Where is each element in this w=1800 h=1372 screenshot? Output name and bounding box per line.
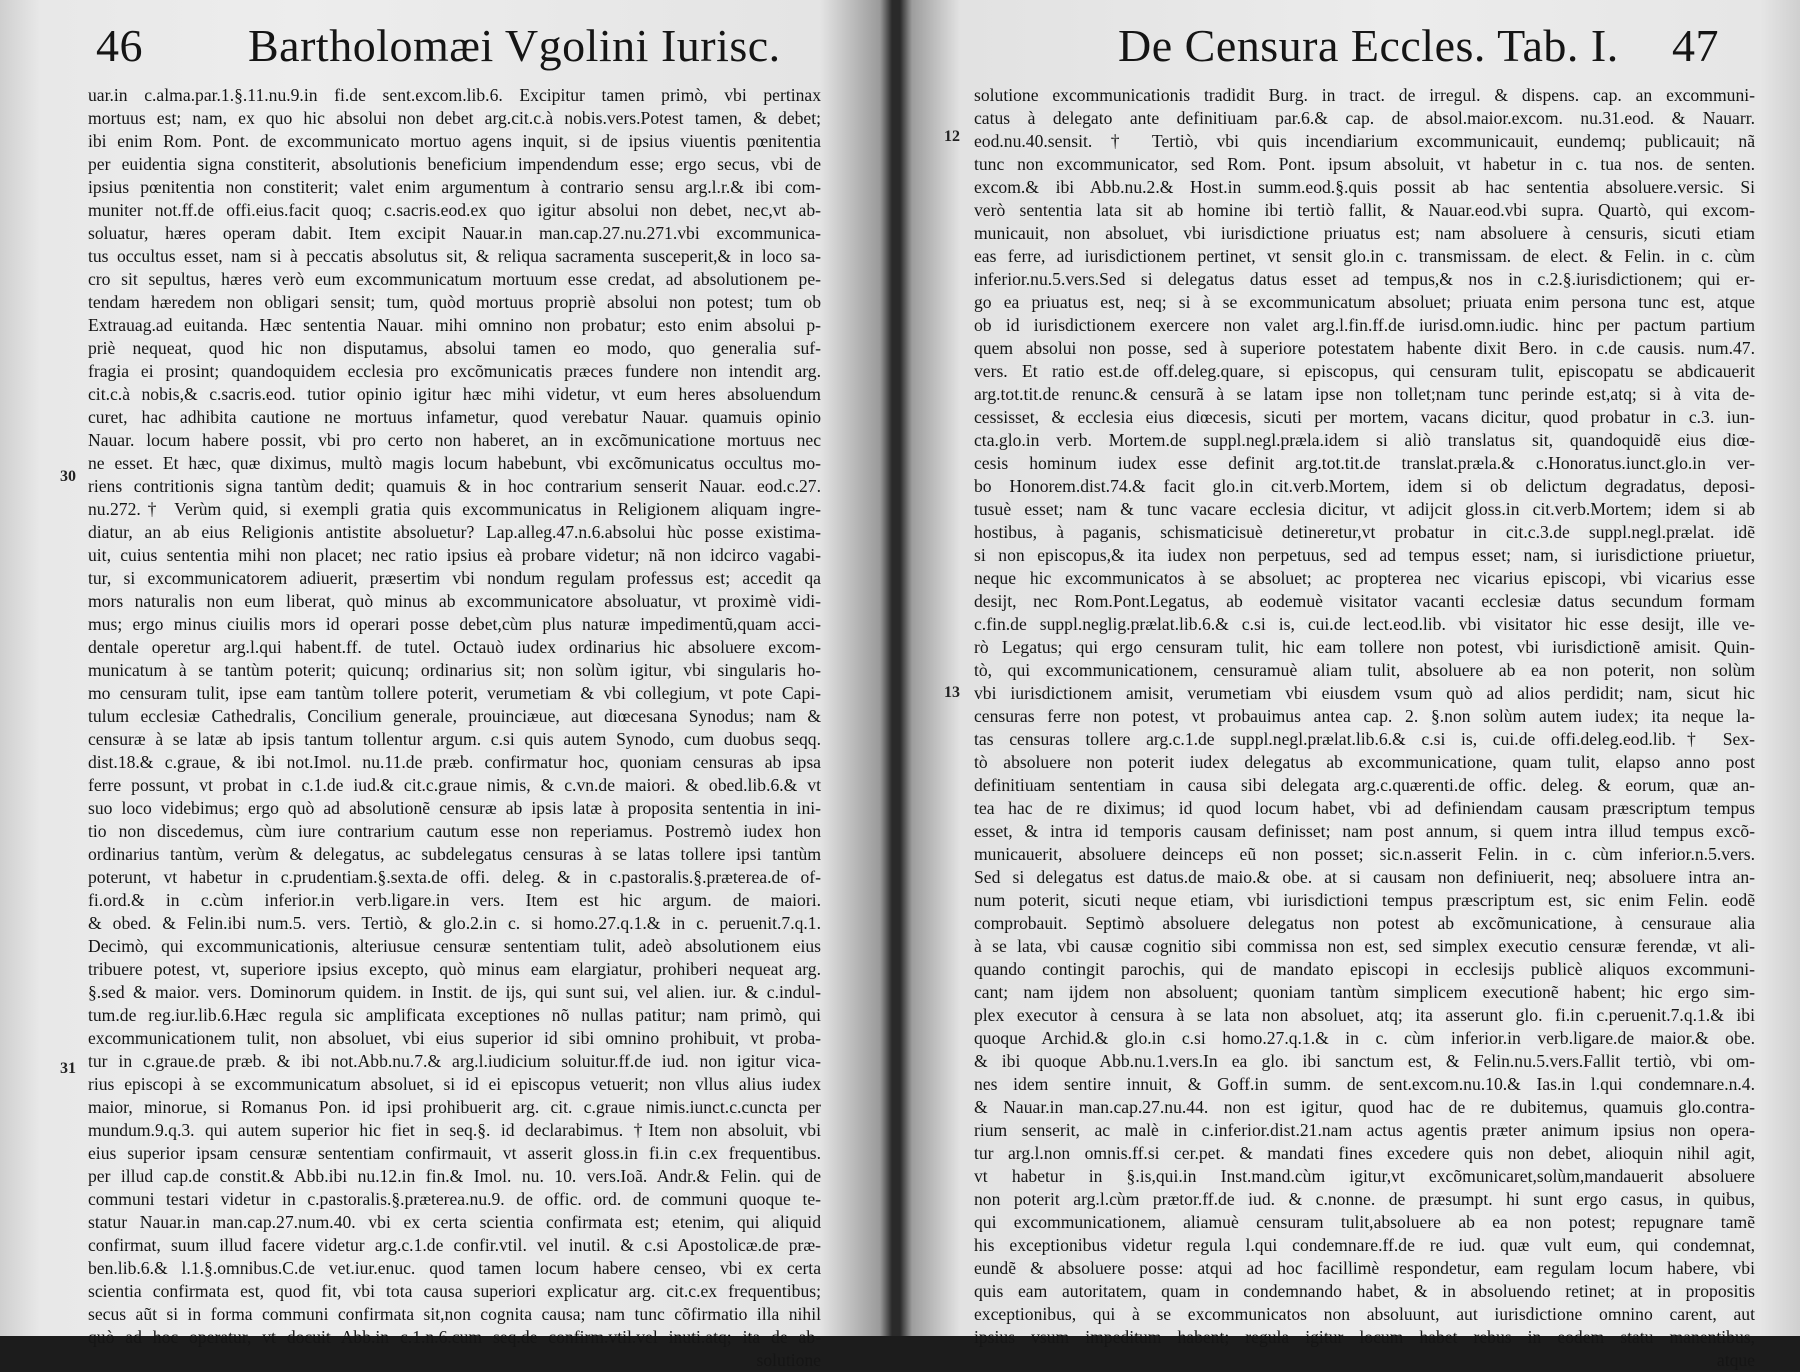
text-line: excom.& ibi Abb.nu.2.& Host.in summ.eod.§.quis possit ab hac sententia absoluere.versic. Si bbox=[974, 177, 1755, 197]
text-line: ipsius pœnitentia non constiterit; valet enim argumentum à contrario sensu arg.l.r.& ibi com- bbox=[88, 177, 821, 197]
text-line: vbi iurisdictionem amisit, verumetiam vbi eiusdem vsum quò ad alios perdidit; nam, sicut hic bbox=[974, 683, 1755, 703]
text-line: comprobauit. Septimò absoluere delegatus non potest ab excõmunicatione, à censuraue alia bbox=[974, 913, 1755, 933]
text-line: Sed si delegatus est datus.de maio.& obe. at si causam non definiuerit, neq; absoluere intra an- bbox=[974, 867, 1755, 887]
text-line: mortuus est; nam, ex quo hic absolui non debet arg.cit.c.à nobis.vers.Potest tamen, & debet; bbox=[88, 108, 821, 128]
text-line: mundum.9.q.3. qui autem superior hic fiet in seq.§. id declarabimus. †Item non absoluit, vbi bbox=[88, 1120, 821, 1140]
text-line: priè nequeat, quod hic non disputamus, absolui tamen eo modo, quo generalia suf- bbox=[88, 338, 821, 358]
running-title: De Censura Eccles. Tab. I. bbox=[1118, 20, 1619, 71]
text-line: per illud cap.de constit.& Abb.ibi nu.12.in fin.& Imol. nu. 10. vers.Ioã. Andr.& Felin. qui de bbox=[88, 1166, 821, 1186]
text-line: exceptionibus, qui à se excommunicatos non absoluunt, aut iurisdictione omnino carent, aut bbox=[974, 1304, 1755, 1324]
text-line: uit, cuius sententia mihi non placet; nec ratio ipsius eà probare videtur; nã non idcirco vagabi- bbox=[88, 545, 821, 565]
text-line: à se lata, vbi causæ cognitio sibi commissa non est, sed simplex executio censuræ ferendæ, vt ali- bbox=[974, 936, 1755, 956]
text-line: vt habetur in §.is,qui.in Inst.mand.cùm igitur,vt excõmunicaret,solùm,mandauerit absoluere bbox=[974, 1166, 1755, 1186]
text-line: tribuere potest, vt, superiore ipsius excepto, quò minus eam elargiatur, prohiberi nequeat arg. bbox=[88, 959, 821, 979]
text-line: scientia confirmata est, quod fit, vbi tota causa superiori explicatur arg. cit.c.ex frequentibus; bbox=[88, 1281, 821, 1301]
text-line: cro sit sepultus, hæres verò eum excommunicatum mortuum esse credat, ad absolutionem pe- bbox=[88, 269, 821, 289]
text-line: cessisset, & ecclesia eius diœcesis, sicuti per mortem, vacans dicitur, quod probatur in c.3. iun- bbox=[974, 407, 1755, 427]
text-line: fi.ord.& in c.cùm inferior.in verb.ligare.in vers. Item est hic argum. de maiori. bbox=[88, 890, 821, 910]
text-line: cant; nam ijdem non absoluent; quoniam tantùm simplicem executionẽ habent; hic ergo sim- bbox=[974, 982, 1755, 1002]
text-line: ob id iurisdictionem exercere non valet arg.l.fin.ff.de iurisd.omn.iudic. hinc per pactum partium bbox=[974, 315, 1755, 335]
text-line: tur, si excommunicatorem adiuerit, præsertim vbi nondum regulam professus est; accedit qa bbox=[88, 568, 821, 588]
text-line: tò absoluere non poterit iudex delegatus ab excommunicatione, quam tulit, elapso anno post bbox=[974, 752, 1755, 772]
text-line: inferior.nu.5.vers.Sed si delegatus datus esset ad tempus,& nos in c.2.§.iurisdictionem; qui er- bbox=[974, 269, 1755, 289]
text-line: rius episcopi à se excommunicatum absoluet, si id ei episcopus vetuerit; non vllus alius iudex bbox=[88, 1074, 821, 1094]
text-line: eod.nu.40.sensit. † Tertiò, vbi quis incendiarium excommunicauit, eundemq; publicauit; nã bbox=[974, 131, 1755, 151]
text-line: eundẽ & absoluere posse: atqui ad hoc facillimè respondetur, eam regulam locum habere, vbi bbox=[974, 1258, 1755, 1278]
text-line: tusuè esset; nam & tunc vacare ecclesia dicitur, vt adijcit gloss.in cit.verb.Mortem; idem si ab bbox=[974, 499, 1755, 519]
text-line: bo Honorem.dist.74.& facit glo.in cit.verb.Mortem, idem si ob delictum degradatus, deposi- bbox=[974, 476, 1755, 496]
text-line: ordinarius tantùm, verùm & delegatus, ac subdelegatus censuras à se latas tollere ipsi tantùm bbox=[88, 844, 821, 864]
text-line: hostibus, à paganis, schismaticisuè detineretur,vt probatur in cit.c.3.de suppl.negl.prælat. idẽ bbox=[974, 522, 1755, 542]
text-line: solutione bbox=[756, 1350, 821, 1370]
text-line: eas ferre, ad iurisdictionem pertinet, vt sensit glo.in c. transmissam. de elect. & Felin. in c. cùm bbox=[974, 246, 1755, 266]
left-page bbox=[0, 0, 884, 1370]
text-line: poterunt, vt habetur in c.prudentiam.§.sexta.de offi. deleg. & in c.pastoralis.§.præterea.de of- bbox=[88, 867, 821, 887]
text-line: diatur, an ab eius Religionis antistite absoluetur? Lap.alleg.47.n.6.absolui hùc posse existima- bbox=[88, 522, 821, 542]
text-line: rium senserit, ac malè in c.inferior.dist.21.nam actus agentis præter animum ipsius non opera- bbox=[974, 1120, 1755, 1140]
text-line: mo censuram tulit, ipse eam tantùm tollere poterit, verumetiam & vbi collegium, vt pote Capi- bbox=[88, 683, 821, 703]
text-line: non poterit arg.l.cùm prætor.ff.de iud. & c.nonne. de præsumpt. hi sunt ergo casus, in quibus, bbox=[974, 1189, 1755, 1209]
text-line: tunc non excommunicator, sed Rom. Pont. ipsum absoluit, vt habetur in c. tua nos. de senten. bbox=[974, 154, 1755, 174]
text-line: cta.glo.in verb. Mortem.de suppl.negl.præla.idem si aliò translatus sit, quandoquidẽ eius diœ- bbox=[974, 430, 1755, 450]
margin-number: 12 bbox=[944, 128, 960, 145]
text-line: municatum à se tantùm poterit; quicunq; ordinarius sit; non solùm igitur, vbi singularis ho- bbox=[88, 660, 821, 680]
text-line: communi testari videtur in c.pastoralis.§.præterea.nu.9. de offic. ord. de communi quoque te- bbox=[88, 1189, 821, 1209]
page-number: 47 bbox=[1672, 20, 1719, 71]
text-line: tur in c.graue.de præb. & ibi not.Abb.nu.7.& arg.l.iudicium soluitur.ff.de iud. non igitur vica- bbox=[88, 1051, 821, 1071]
body-text bbox=[974, 84, 1755, 1372]
text-line: neque hic excommunicatos à se absoluet; ac propterea nec vicarius episcopi, vbi vicarius esse bbox=[974, 568, 1755, 588]
text-line: solutione excommunicationis tradidit Burg. in tract. de irregul. & dispens. cap. an excommuni- bbox=[974, 85, 1755, 105]
text-line: si non episcopus,& ita iudex non perpetuus, sed ad tempus esset; nam, si iurisdictione priuetur, bbox=[974, 545, 1755, 565]
text-line: ipsius vsum impeditum habent; regula igitur locum habet rebus in eodem statu manentibus, bbox=[974, 1327, 1755, 1347]
text-line: tò, qui excommunicationem, censuramuè aliam tulit, absoluere ab ea non poterit, non solùm bbox=[974, 660, 1755, 680]
text-line: ferre possunt, vt probat in c.1.de iud.& cit.c.graue nimis, & c.vn.de maiori. & obed.lib.6.& vt bbox=[88, 775, 821, 795]
text-line: municauit, non absoluet, vbi iurisdictione priuatus est; nam absoluere à censuris, sicuti etiam bbox=[974, 223, 1755, 243]
text-line: num poterit, sicuti neque etiam, vbi iurisdictioni tempus præscriptum est, sic enim Felin. eodẽ bbox=[974, 890, 1755, 910]
text-line: secus aũt si in forma communi confirmata sit,non cognita causa; nam tunc cõfirmatio illa nihil bbox=[88, 1304, 821, 1324]
margin-number: 30 bbox=[60, 468, 76, 485]
text-line: mors naturalis non eum liberat, quò minus ab excommunicatore absoluatur, vt proximè vidi- bbox=[88, 591, 821, 611]
text-line: tulum ecclesiæ Cathedralis, Concilium generale, prouinciæue, aut diœcesana Synodus; nam & bbox=[88, 706, 821, 726]
text-line: excommunicationem tulit, non absoluet, vbi eius superior id sibi omnino prohibuit, vt proba- bbox=[88, 1028, 821, 1048]
text-line: tas censuras tollere arg.c.1.de suppl.negl.prælat.lib.6.& c.si is, cui.de offi.deleg.eod.lib.† Sex- bbox=[974, 729, 1755, 749]
text-line: mus; ergo minus ciuilis mors id operari posse debet,cùm plus naturæ impedimentũ,quam acci- bbox=[88, 614, 821, 634]
text-line: esset, & intra id temporis causam definisset; nam post annum, si quem intra illud tempus excõ- bbox=[974, 821, 1755, 841]
text-line: per euidentia signa constiterit, absolutionis beneficium impendendum esse; ergo secus, vbi de bbox=[88, 154, 821, 174]
body-text bbox=[88, 84, 821, 1372]
text-line: ibi enim Rom. Pont. de excommunicato mortuo agens inquit, si de ipsius viuentis pœnitentia bbox=[88, 131, 821, 151]
text-line: statur Nauar.in man.cap.27.num.40. vbi ex certa scientia confirmata est; etenim, qui aliquid bbox=[88, 1212, 821, 1232]
text-line: curet, hac adhibita cautione ne mortuus infametur, quod verebatur Nauar. quamuis opinio bbox=[88, 407, 821, 427]
text-line: fragia ei prosint; quandoquidem ecclesia pro excõmunicatis præces fundere non intendit arg. bbox=[88, 361, 821, 381]
text-line: tur arg.l.non omnis.ff.si cer.pet. & mandati fines excedere quis non debet, alioquin nihil agit, bbox=[974, 1143, 1755, 1163]
text-line: & Nauar.in man.cap.27.nu.44. non est igitur, quod hac de re dubitemus, quamuis glo.contra- bbox=[974, 1097, 1755, 1117]
text-line: soluatur, hæres operam dabit. Item excipit Nauar.in man.cap.27.nu.271.vbi excommunica- bbox=[88, 223, 821, 243]
text-line: uar.in c.alma.par.1.§.11.nu.9.in fi.de sent.excom.lib.6. Excipitur tamen primò, vbi pertinax bbox=[88, 85, 821, 105]
text-line: atque bbox=[1716, 1350, 1755, 1370]
text-line: desijt, nec Rom.Pont.Legatus, ab eodemuè visitator vacanti ecclesiæ datus secundum formam bbox=[974, 591, 1755, 611]
text-line: cit.c.à nobis,& c.sacris.eod. tutior opinio igitur hæc mihi videtur, vt eum heres absoluendum bbox=[88, 384, 821, 404]
text-line: tus occultus esset, nam si à peccatis absolutus sit, & reliqua sacramenta susceperit,& in loco sa- bbox=[88, 246, 821, 266]
text-line: eius superior ipsam censuræ sententiam confirmauit, vt asserit gloss.in fi.in c.ex frequentibus. bbox=[88, 1143, 821, 1163]
margin-number: 31 bbox=[60, 1060, 76, 1077]
text-line: cesis hominum iudex esse definit arg.tot.tit.de translat.præla.& c.Honoratus.iunct.glo.in ver- bbox=[974, 453, 1755, 473]
right-page bbox=[912, 0, 1800, 1370]
text-line: definitiuam sententiam in causa sibi delegata arg.c.quærenti.de offic. deleg. & eorum, quæ an- bbox=[974, 775, 1755, 795]
text-line: dentale operetur arg.l.qui habent.ff. de tutel. Octauò iudex ordinarius hic absoluere excom- bbox=[88, 637, 821, 657]
text-line: quoque Archid.& glo.in c.si homo.27.q.1.& in c. cùm inferior.in verb.ligare.de maior.& obe. bbox=[974, 1028, 1755, 1048]
text-line: quando contingit parochis, qui de mandato episcopi in ecclesijs publicè aliquos excommuni- bbox=[974, 959, 1755, 979]
text-line: quò ad hoc operatur, vt docuit Abb.in c.1.n.6.cum seq.de confirm.vtil.vel inuti.atq; ita de ab- bbox=[88, 1327, 821, 1347]
text-line: suo loco videbimus; ergo quò ad absolutionẽ censuræ ab ipsis latæ à proposita sententia in ini- bbox=[88, 798, 821, 818]
text-line: riens contritionis signa tantùm dedit; quamuis & in hoc contrarium senserit Nauar. eod.c.27. bbox=[88, 476, 821, 496]
page-number: 46 bbox=[96, 20, 143, 71]
text-line: qui excommunicationem, aliamuè censuram tulit,absoluere ab ea non potest; repugnare tamẽ bbox=[974, 1212, 1755, 1232]
text-line: tendam hæredem non obligari sensit; tum, quòd mortuus propriè absolui non potest; tum ob bbox=[88, 292, 821, 312]
running-title: Bartholomæi Vgolini Iurisc. bbox=[248, 20, 781, 71]
text-line: nes idem sentire innuit, & Goff.in summ. de sent.excom.nu.10.& Ias.in l.qui condemnare.n.4. bbox=[974, 1074, 1755, 1094]
text-line: tea hac de re diximus; id quod locum habet, vbi ad definiendam causam præscriptum tempus bbox=[974, 798, 1755, 818]
text-line: ne esset. Et hæc, quæ diximus, multò magis locum habebunt, vbi excõmunicatus occultus mo- bbox=[88, 453, 821, 473]
text-line: muniter not.ff.de offi.eius.facit quoq; c.sacris.eod.ex quo igitur absolui non debet, nec,vt ab- bbox=[88, 200, 821, 220]
text-line: §.sed & maior. vers. Dominorum quidem. in Instit. de ijs, qui sunt sui, vel alien. iur. & c.indul- bbox=[88, 982, 821, 1002]
text-line: tio non discedemus, cùm iure contrarium cautum esse non reperiamus. Postremò iudex hon bbox=[88, 821, 821, 841]
text-line: Decimò, qui excommunicationis, alteriusue censuræ sententiam tulit, adeò absolutionem eius bbox=[88, 936, 821, 956]
text-line: nu.272.† Verùm quid, si exempli gratia quis excommunicatus in Religionem aliquam ingre- bbox=[88, 499, 821, 519]
text-line: tum.de reg.iur.lib.6.Hæc regula sic amplificata exceptiones nõ nullas patitur; nam primò, qui bbox=[88, 1005, 821, 1025]
text-line: maior, minorue, si Romanus Pon. id ipsi prohibuerit arg. cit. c.graue nimis.iunct.c.cuncta per bbox=[88, 1097, 821, 1117]
text-line: Extrauag.ad euitanda. Hæc sententia Nauar. mihi omnino non probatur; esto enim absolui p- bbox=[88, 315, 821, 335]
margin-number: 13 bbox=[944, 684, 960, 701]
text-line: dist.18.& c.graue, & ibi not.Imol. nu.11.de præb. confirmatur hoc, quoniam censuras ab ipsa bbox=[88, 752, 821, 772]
text-line: ben.lib.6.& l.1.§.omnibus.C.de vet.iur.enuc. quod tamen locum habere censeo, vbi ex certa bbox=[88, 1258, 821, 1278]
text-line: Nauar. locum habere possit, vbi pro certo non haberet, an in excõmunicatione mortuus nec bbox=[88, 430, 821, 450]
text-line: verò sententia lata sit ab homine ibi tertiò fallit, & Nauar.eod.vbi supra. Quartò, qui excom- bbox=[974, 200, 1755, 220]
text-line: quis eam autoritatem, quam in condemnando habet, & in absoluendo retinet; at in propositis bbox=[974, 1281, 1755, 1301]
text-line: censuras ferre non potest, vt probauimus antea cap. 2. §.non solùm autem iudex; ita neque la- bbox=[974, 706, 1755, 726]
text-line: his exceptionibus videtur regula l.qui condemnare.ff.de re iud. quæ vult eum, qui condemnat, bbox=[974, 1235, 1755, 1255]
text-line: c.fin.de suppl.neglig.prælat.lib.6.& c.si is, cui.de lect.eod.lib. vbi visitator hic esse desijt, ille ve- bbox=[974, 614, 1755, 634]
text-line: rò Legatus; qui ergo censuram tulit, hic eam tollere non potest, vbi iurisdictionẽ amisit. Quin- bbox=[974, 637, 1755, 657]
text-line: plex executor à censura à se lata non absoluet, atq; ita asserunt glo. fi.in c.peruenit.7.q.1.& ibi bbox=[974, 1005, 1755, 1025]
text-line: confirmat, suum illud facere videtur arg.c.1.de confir.vtil. vel inutil. & c.si Apostolicæ.de præ- bbox=[88, 1235, 821, 1255]
text-line: go ea priuatus est, neq; si à se excommunicatum absoluet; priuata enim persona tunc est, atque bbox=[974, 292, 1755, 312]
text-line: vers. Et ratio est.de off.deleg.quare, si episcopus, qui censuram tulit, episcopatu se abdicauerit bbox=[974, 361, 1755, 381]
text-line: quem absolui non posse, sed à superiore potestatem habente dixit Bero. in c.de causis. num.47. bbox=[974, 338, 1755, 358]
text-line: municauerit, absoluere deinceps eũ non posset; sic.n.asserit Felin. in c. cùm inferior.n.5.vers. bbox=[974, 844, 1755, 864]
text-line: censuræ à se latæ ab ipsis tantum tollentur argum. c.si quis autem Synodo, cum duobus seqq. bbox=[88, 729, 821, 749]
text-line: arg.tot.tit.de renunc.& censurã à se latam ipse non tollet;nam tunc perinde est,atq; si à vita de- bbox=[974, 384, 1755, 404]
text-line: & obed. & Felin.ibi num.5. vers. Tertiò, & glo.2.in c. si homo.27.q.1.& in c. peruenit.7.q.1. bbox=[88, 913, 821, 933]
text-line: catus à delegato ante definitiuam par.6.& cap. de absol.maior.excom. nu.31.eod. & Nauarr. bbox=[974, 108, 1755, 128]
text-line: & ibi quoque Abb.nu.1.vers.In ea glo. ibi sanctum est, & Felin.nu.5.vers.Fallit tertiò, vbi om- bbox=[974, 1051, 1755, 1071]
